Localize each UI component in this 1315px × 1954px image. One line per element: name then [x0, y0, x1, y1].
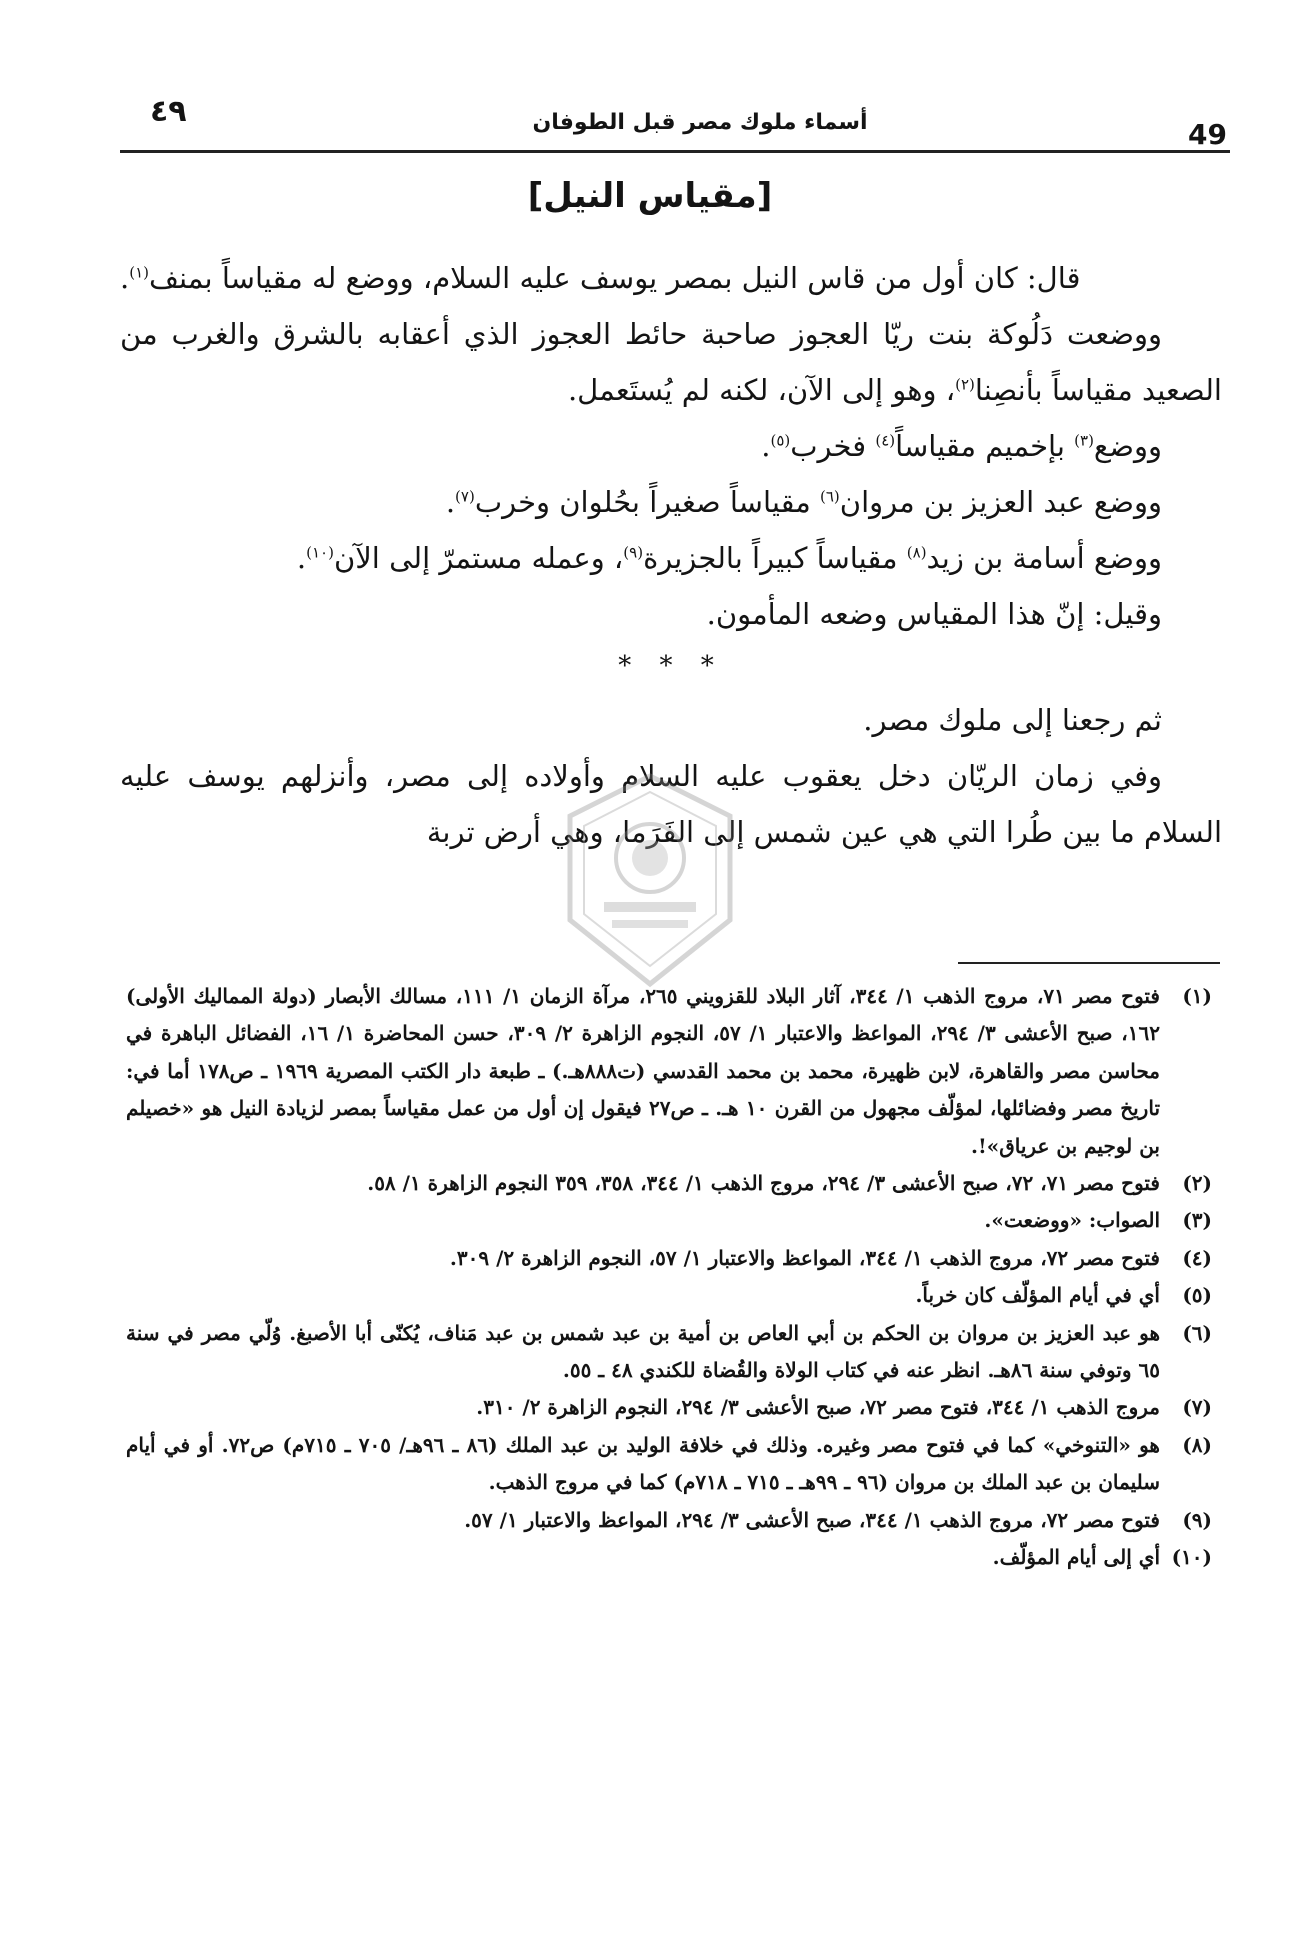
footnote-4: (٤)فتوح مصر ٧٢، مروج الذهب ١/ ٣٤٤، المواعظ والاعتبار ١/ ٥٧، النجوم الزاهرة ٢/ ٣٠٩.: [126, 1240, 1212, 1277]
section-title: [مقياس النيل]: [527, 176, 773, 216]
footnote-ref[interactable]: (٧): [455, 487, 475, 506]
footnote-number: (٩): [1182, 1507, 1212, 1532]
footnotes: [126, 978, 1212, 1577]
footnote-ref[interactable]: (٩): [623, 543, 644, 562]
body-text: [120, 250, 1222, 860]
footnote-7: (٧)مروج الذهب ١/ ٣٤٤، فتوح مصر ٧٢، صبح الأعشى ٣/ ٢٩٤، النجوم الزاهرة ٢/ ٣١٠.: [126, 1389, 1212, 1426]
footnote-9: (٩)فتوح مصر ٧٢، مروج الذهب ١/ ٣٤٤، صبح الأعشى ٣/ ٢٩٤، المواعظ والاعتبار ١/ ٥٧.: [126, 1502, 1212, 1539]
running-title: أسماء ملوك مصر قبل الطوفان: [532, 110, 868, 135]
paragraph-7: ثم رجعنا إلى ملوك مصر.: [863, 703, 1162, 737]
footnote-number: (١): [1182, 984, 1212, 1008]
paragraph-8: وفي زمان الريّان دخل يعقوب عليه السلام وأولاده إلى مصر، وأنزلهم يوسف عليه السلام ما بين طُرا التي هي عين شمس إلى الفَرَما، وهي أرض تربة: [120, 759, 1222, 849]
footnote-number: (٤): [1182, 1245, 1212, 1270]
footnote-8: (٨)هو «التنوخي» كما في فتوح مصر وغيره. وذلك في خلافة الوليد بن عبد الملك (٨٦ ـ ٩٦هـ/ ٧٠٥ ـ ٧١٥م) ص٧٢. أو في أيام سليمان بن عبد الملك بن مروان (٩٦ ـ ٩٩هـ ـ ٧١٥ ـ ٧١٨م) كما في مروج الذهب.: [126, 1427, 1212, 1502]
paragraph-6: وقيل: إنّ هذا المقياس وضعه المأمون.: [706, 597, 1162, 631]
footnote-6: (٦)هو عبد العزيز بن مروان بن الحكم بن أبي العاص بن أمية بن عبد شمس بن عبد مَناف، يُكنّى أبا الأصبغ. وُلّي مصر في سنة ٦٥ وتوفي سنة ٨٦هـ. انظر عنه في كتاب الولاة والقُضاة للكندي ٤٨ ـ ٥٥.: [126, 1315, 1212, 1390]
footnote-ref[interactable]: (٣): [1074, 431, 1094, 450]
footnote-1: (١)فتوح مصر ٧١، مروج الذهب ١/ ٣٤٤، آثار البلاد للقزويني ٢٦٥، مرآة الزمان ١/ ١١١، مسالك الأبصار (دولة المماليك الأولى) ١٦٢، صبح الأعشى ٣/ ٢٩٤، المواعظ والاعتبار ١/ ٥٧، النجوم الزاهرة ٢/ ٣٠٩، حسن المحاضرة ١/ ١٦، الفضائل الباهرة في محاسن مصر والقاهرة، لابن ظهيرة، محمد بن محمد القدسي (ت٨٨٨هـ.) ـ طبعة دار الكتب المصرية ١٩٦٩ ـ ص١٧٨ أما في: تاريخ مصر وفضائلها، لمؤلّف مجهول من القرن ١٠ هـ. ـ ص٢٧ فيقول إن أول من عمل مقياساً بمصر لزيادة النيل هو «خصيلم بن لوجيم بن عرياق»!.: [126, 978, 1212, 1165]
section-separator: * * *: [618, 651, 724, 681]
footnote-number: (٨): [1182, 1432, 1212, 1457]
paragraph-5: ووضع أسامة بن زيد$^{(٨)}$ مقياساً كبيراً بالجزيرة$^{(٩)}$، وعمله مستمرّ إلى الآن$^{(١٠)}$.: [296, 541, 1162, 575]
footnote-number: (١٠): [1171, 1545, 1212, 1570]
footnote-5: (٥)أي في أيام المؤلّف كان خرباً.: [126, 1277, 1212, 1314]
footnote-3: (٣)الصواب: «ووضعت».: [126, 1202, 1212, 1239]
paragraph-1: قال: كان أول من قاس النيل بمصر يوسف عليه السلام، ووضع له مقياساً بمنف$^{(١)}$.: [120, 261, 1081, 295]
footnote-number: (٥): [1182, 1283, 1212, 1308]
footnote-number: (٧): [1182, 1395, 1212, 1420]
footnote-number: (٢): [1182, 1171, 1212, 1196]
footnote-ref[interactable]: (١): [129, 263, 149, 282]
footnote-ref[interactable]: (٥): [770, 431, 791, 450]
library-stamp-watermark-icon: [560, 770, 740, 990]
footnote-number: (٦): [1182, 1320, 1212, 1345]
page-number-arabic: ٤٩: [150, 94, 187, 129]
footnote-ref[interactable]: (٢): [955, 375, 975, 394]
header-rule: [120, 150, 1230, 153]
footnote-ref[interactable]: (٦): [820, 487, 840, 506]
paragraph-4: ووضع عبد العزيز بن مروان$^{(٦)}$ مقياساً صغيراً بحُلوان وخرب$^{(٧)}$.: [445, 485, 1162, 519]
footnote-ref[interactable]: (٤): [875, 431, 896, 450]
paragraph-3: ووضع$^{(٣)}$ بإخميم مقياساً$^{(٤)}$ فخرب$^{(٥)}$.: [761, 429, 1162, 463]
paragraph-2: ووضعت دَلُوكة بنت ريّا العجوز صاحبة حائط العجوز الذي أعقابه بالشرق والغرب من الصعيد مقياساً بأنصِنا$^{(٢)}$، وهو إلى الآن، لكنه لم يُستَعمل.: [120, 317, 1222, 407]
footnote-ref[interactable]: (٨): [906, 543, 927, 562]
footnote-ref[interactable]: (١٠): [306, 543, 334, 562]
footnote-rule: [958, 962, 1220, 964]
page-number-latin: 49: [1188, 118, 1227, 151]
footnote-2: (٢)فتوح مصر ٧١، ٧٢، صبح الأعشى ٣/ ٢٩٤، مروج الذهب ١/ ٣٤٤، ٣٥٨، ٣٥٩ النجوم الزاهرة ١/ ٥٨.: [126, 1165, 1212, 1202]
footnote-10: (١٠)أي إلى أيام المؤلّف.: [126, 1539, 1212, 1576]
footnote-number: (٣): [1182, 1208, 1212, 1233]
